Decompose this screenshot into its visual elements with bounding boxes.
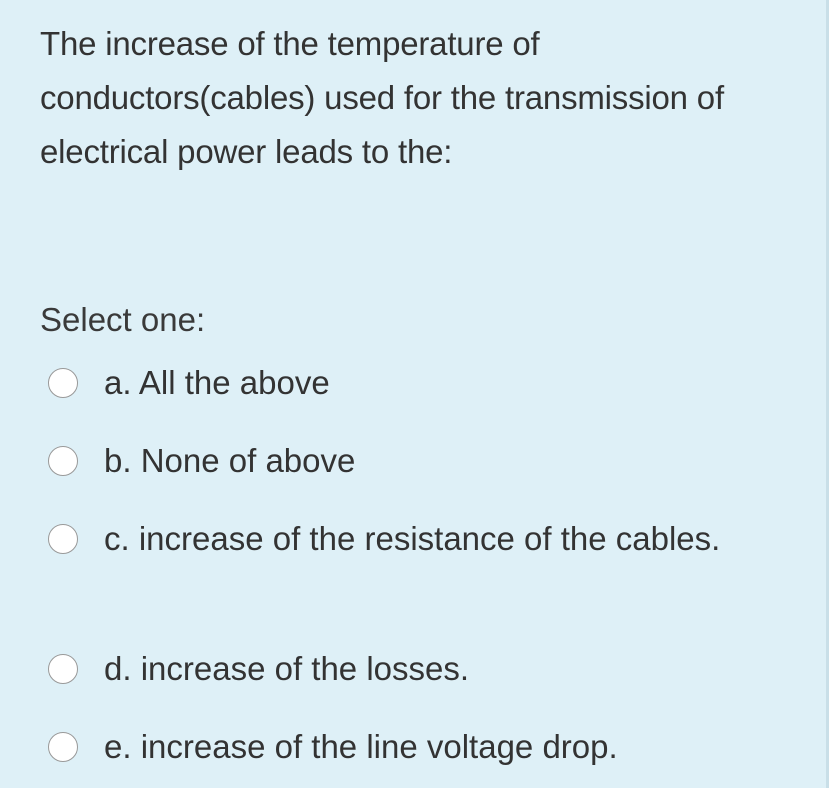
select-one-prompt: Select one: — [40, 301, 206, 338]
radio-button-c[interactable] — [48, 524, 78, 554]
radio-button-e[interactable] — [48, 732, 78, 762]
question-text: The increase of the temperature of conductors(cables) used for the transmission of electrical power leads to the: — [40, 25, 724, 170]
option-e[interactable] — [48, 718, 768, 778]
option-d[interactable] — [48, 640, 768, 700]
radio-button-a[interactable] — [48, 368, 78, 398]
radio-button-b[interactable] — [48, 446, 78, 476]
option-d-label[interactable]: d. increase of the losses. — [104, 650, 470, 687]
option-c[interactable] — [48, 510, 768, 626]
option-e-label[interactable]: e. increase of the line voltage drop. — [104, 728, 618, 765]
option-b[interactable] — [48, 432, 768, 492]
option-a[interactable] — [48, 354, 768, 414]
option-c-label[interactable]: c. increase of the resistance of the cables. — [104, 520, 721, 557]
radio-button-d[interactable] — [48, 654, 78, 684]
option-b-label[interactable]: b. None of above — [104, 442, 356, 479]
option-a-label[interactable]: a. All the above — [104, 364, 330, 401]
